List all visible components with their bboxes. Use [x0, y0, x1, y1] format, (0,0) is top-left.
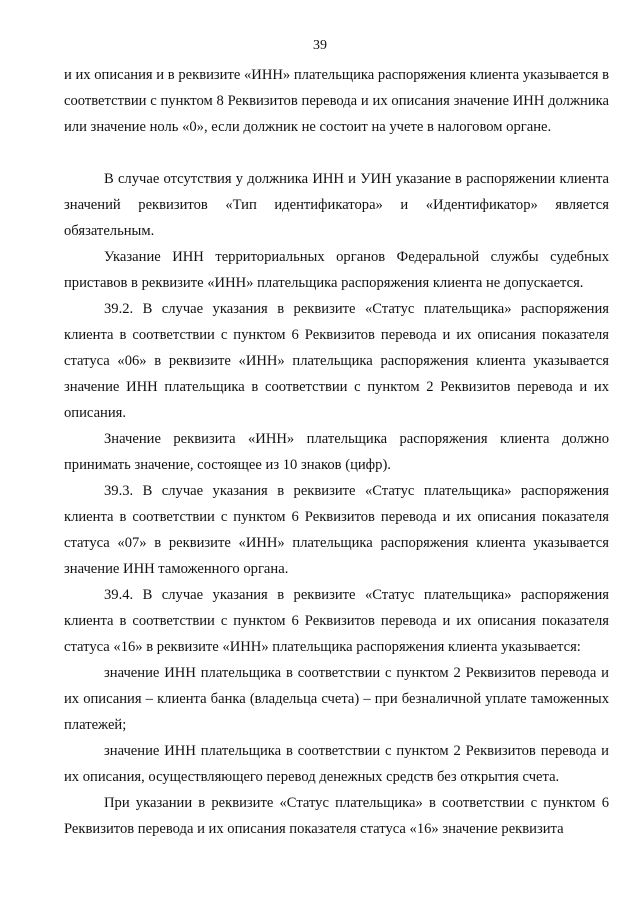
paragraph-9: значение ИНН плательщика в соответствии с пунктом 2 Реквизитов перевода и их описания, осуществляющего перевод денежных средств без открытия счета. [64, 743, 609, 786]
paragraph-6-item-39-3: 39.3. В случае указания в реквизите «Статус плательщика» распоряжения клиента в соответствии с пунктом 6 Реквизитов перевода и их описания показателя статуса «07» в реквизите «ИНН» плательщика распоряжения клиента указывается значение ИНН таможенного органа. [64, 483, 609, 578]
paragraph-1: и их описания и в реквизите «ИНН» плательщика распоряжения клиента указывается в соответствии с пунктом 8 Реквизитов перевода и их описания значение ИНН должника или значение ноль «0», если должник не состоит на учете в налоговом органе. [64, 67, 609, 136]
paragraph-4-item-39-2: 39.2. В случае указания в реквизите «Статус плательщика» распоряжения клиента в соответствии с пунктом 6 Реквизитов перевода и их описания показателя статуса «06» в реквизите «ИНН» плательщика распоряжения клиента указывается значение ИНН плательщика в соответствии с пунктом 2 Реквизитов перевода и их описания. [64, 301, 609, 422]
page-number: 39 [313, 38, 327, 53]
paragraph-7-item-39-4: 39.4. В случае указания в реквизите «Статус плательщика» распоряжения клиента в соответствии с пунктом 6 Реквизитов перевода и их описания показателя статуса «16» в реквизите «ИНН» плательщика распоряжения клиента указывается: [64, 587, 609, 656]
paragraph-3: Указание ИНН территориальных органов Федеральной службы судебных приставов в реквизите «ИНН» плательщика распоряжения клиента не допускается. [64, 249, 609, 292]
paragraph-2: В случае отсутствия у должника ИНН и УИН указание в распоряжении клиента значений реквизитов «Тип идентификатора» и «Идентификатор» является обязательным. [64, 171, 609, 240]
paragraph-10: При указании в реквизите «Статус плательщика» в соответствии с пунктом 6 Реквизитов перевода и их описания показателя статуса «16» значение реквизита [64, 795, 609, 838]
paragraph-5: Значение реквизита «ИНН» плательщика распоряжения клиента должно принимать значение, состоящее из 10 знаков (цифр). [64, 431, 609, 474]
paragraph-8: значение ИНН плательщика в соответствии с пунктом 2 Реквизитов перевода и их описания – клиента банка (владельца счета) – при безналичной уплате таможенных платежей; [64, 665, 609, 734]
